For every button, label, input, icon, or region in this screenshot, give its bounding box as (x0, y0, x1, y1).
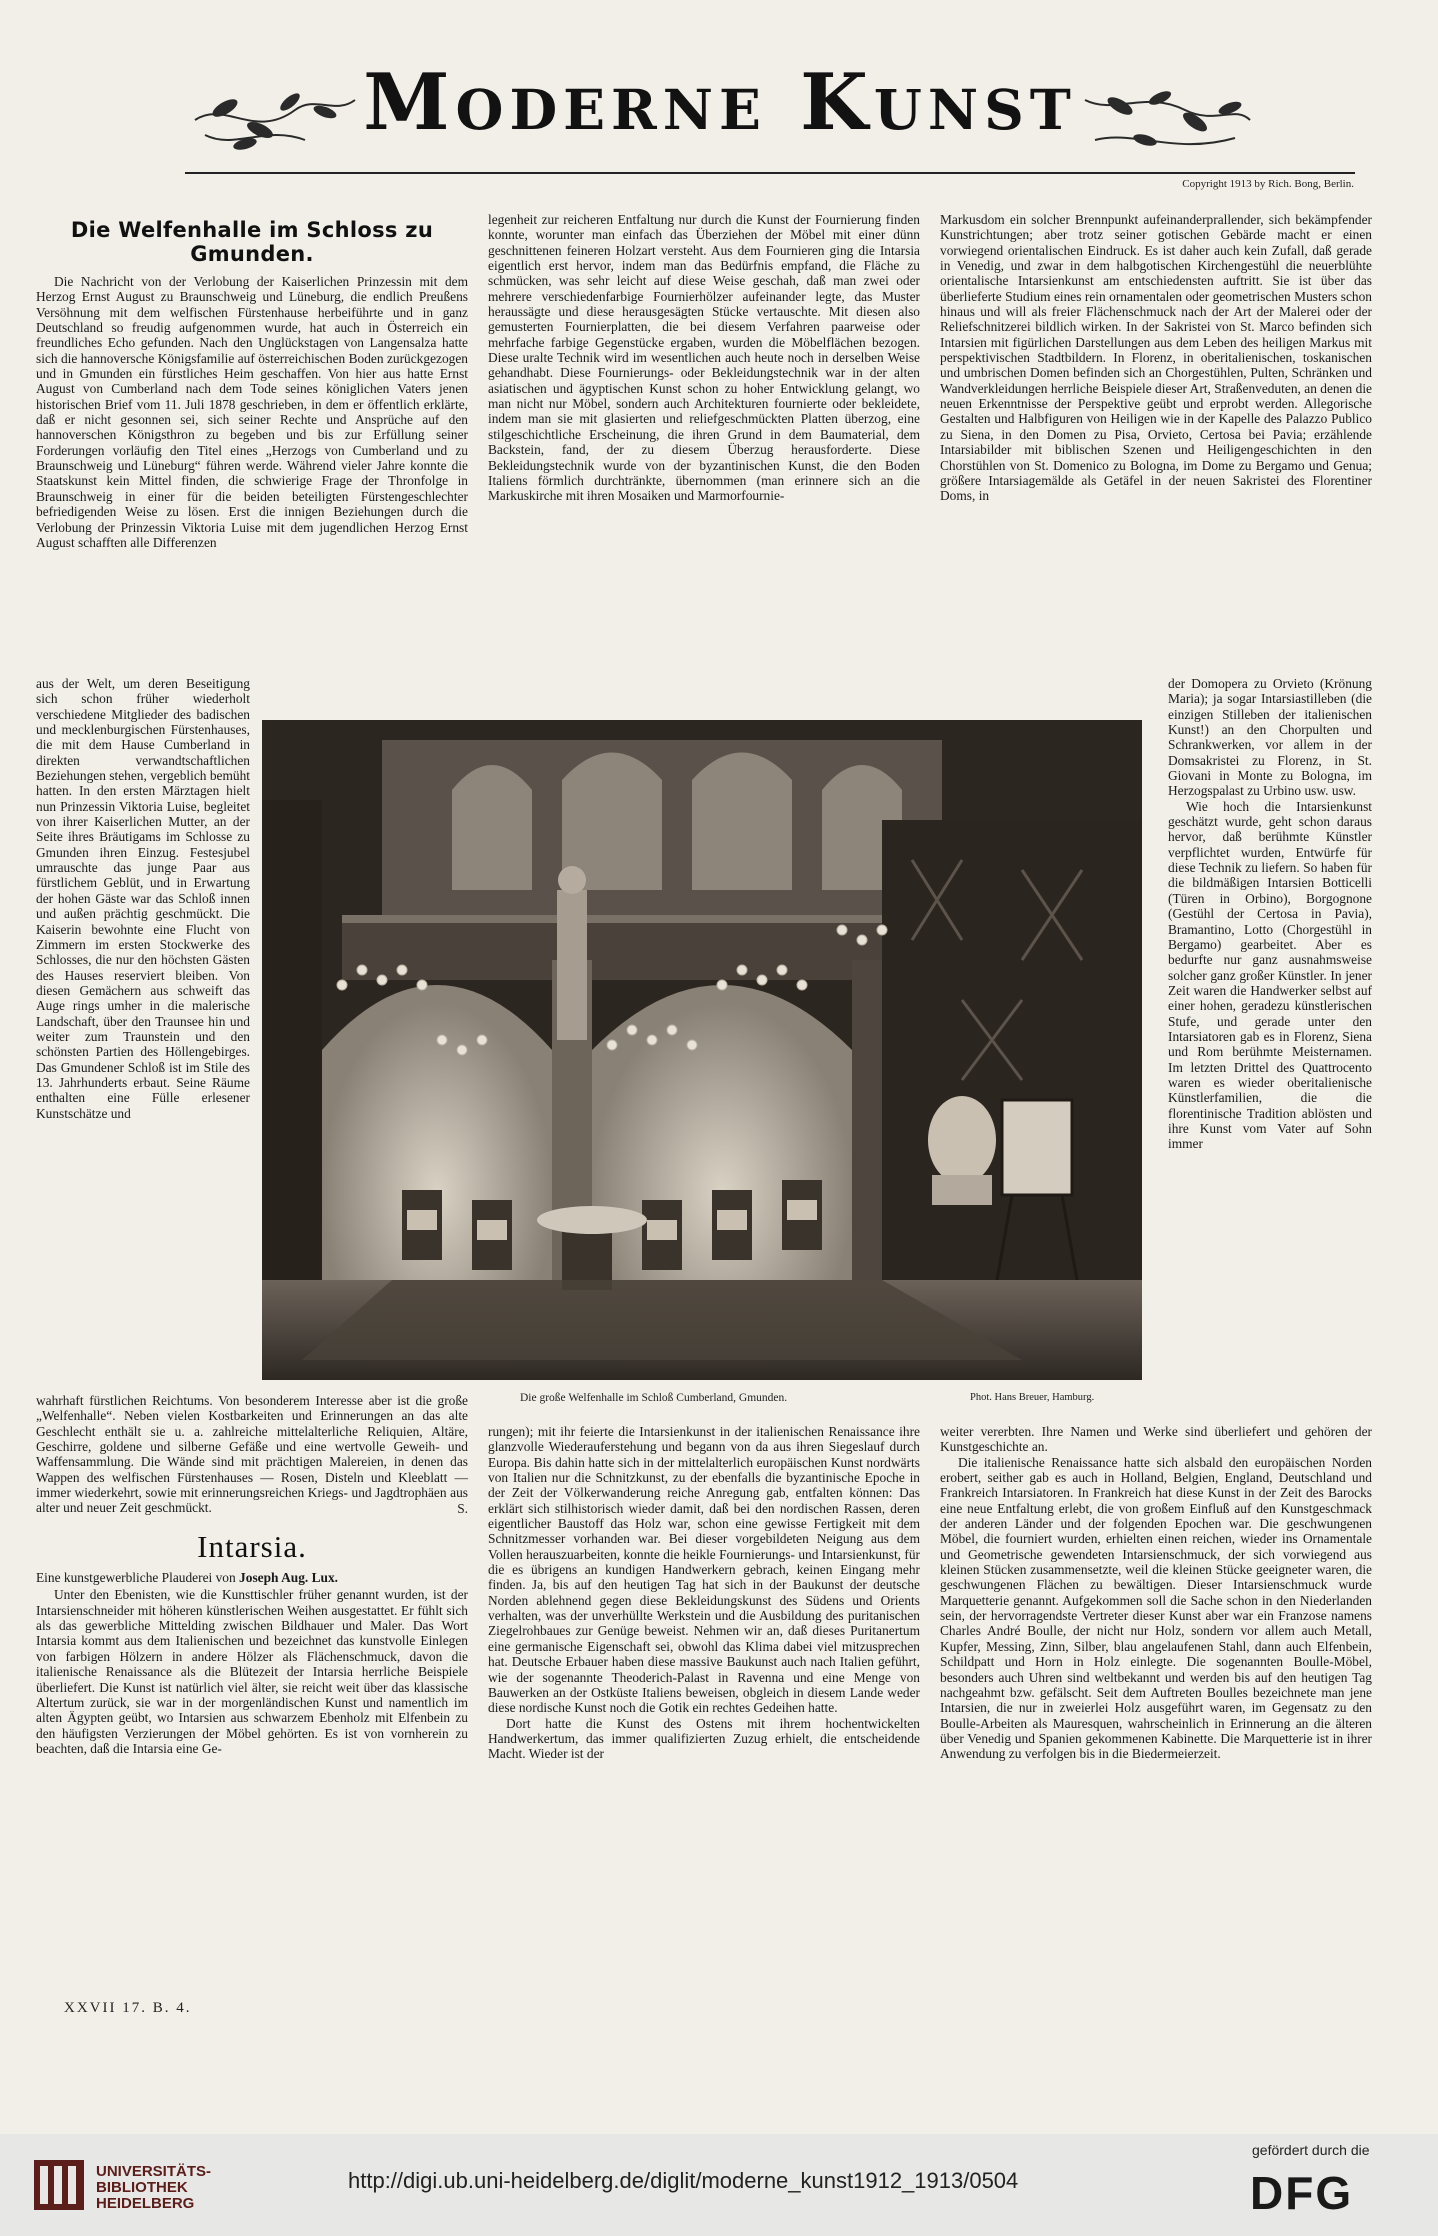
column-1-top (36, 218, 468, 550)
article-title-intarsia: Intarsia. (197, 1529, 307, 1565)
article-paragraph: wahrhaft fürstlichen Reichtums. Von besonderem Interesse aber ist die große „Welfenhalle“. Neben vielen Kostbarkeiten und Erinnerungen an das alte Geschlecht enthält sie u. a. zahlreiche mittelalterliche Reliquien, Altäre, Geschirre, goldene und silberne Gefäße und eine wertvolle Geweih- und Waffensammlung. Die Wände sind mit prächtigen Malereien, in denen das Wappen des welfischen Fürstenhauses — Rosen, Disteln und Kleeblatt — immer wiederkehrt, sowie mit erinnerungsreichen Kriegs- und Jagdtrophäen aus alter und neuer Zeit geschmückt. (36, 1393, 468, 1516)
article-paragraph: Markusdom ein solcher Brennpunkt aufeinanderprallender, sich bekämpfender Kunstrichtungen; aber trotz seiner gotischen Gebärde macht er einen vorwiegend orientalischen Eindruck. Es ist daher auch kein Zufall, daß gerade in Venedig, und zwar in dem halbgotischen Kirchengestühl die neuerblühte orientalische Intarsienkunst am entschiedensten auftritt. Sie ist über das überlieferte Studium eines rein ornamentalen oder geometrischen Musters schon hinaus und will als freier Flächenschmuck nach der Art der Malerei oder der Reliefschnitzerei bildlich wirken. In der Sakristei von St. Marco befinden sich Intarsien mit figürlichen Darstellungen aus dem Leben des heiligen Markus mit perspektivischen Stadtbildern. In Florenz, in oberitalienischen, toskanischen und umbrischen Domen befinden sich an Chorgestühlen, Pulten, Schränken und Wandverkleidungen herrliche Beispiele dieser Art, Straßenveduten, an denen die neuen Erkenntnisse der Perspektive geübt und erprobt werden. Allegorische Gestalten und Halbfiguren von Heiligen wie in der Kapelle des Palazzo Publico zu Siena, in den Domen zu Pisa, Orvieto, Certosa bei Pavia; erzählende Intarsiabilder mit biblischen Szenen und Heiligengeschichten in den Chorstühlen von St. Domenico zu Bologna, im Dome zu Bergamo und Genua; größere Intarsiagemälde als Getäfel in der neuen Sakristei des Florentiner Doms, in (940, 212, 1372, 504)
article-paragraph: Dort hatte die Kunst des Ostens mit ihrem hochentwickelten Handwerkertum, das immer qualifizierten Zuzug erhielt, die entscheidende Macht. Wieder ist der (488, 1715, 920, 1762)
article-paragraph: weiter vererbten. Ihre Namen und Werke sind überliefert und gehören der Kunstgeschichte an. (940, 1424, 1372, 1455)
funded-by-label: gefördert durch die (1252, 2142, 1370, 2158)
author-name: Joseph Aug. Lux. (239, 1570, 339, 1586)
column-1-side (36, 676, 250, 1121)
university-library-name: UNIVERSITÄTS- BIBLIOTHEK HEIDELBERG (96, 2163, 212, 2212)
dfg-logo: DFG (1250, 2167, 1354, 2219)
column-2-top (488, 212, 920, 504)
column-3-bottom (940, 1424, 1372, 1762)
copyright-notice: Copyright 1913 by Rich. Bong, Berlin. (1182, 178, 1354, 190)
masthead (185, 40, 1255, 175)
digitization-footer (0, 2134, 1438, 2236)
masthead-title: Moderne Kunst (363, 57, 1077, 148)
article-title-welfenhalle: Die Welfenhalle im Schloss zu Gmunden. (70, 218, 434, 266)
article-paragraph: legenheit zur reicheren Entfaltung nur durch die Kunst der Fournierung finden konnte, worunter man einfach das Überziehen der Möbel mit einer dünn geschnittenen feineren Holzart versteht. Aus dem Fournieren ging die Intarsia eigentlich erst hervor, indem man das Bedürfnis empfand, die Fläche zu schmücken, was sehr leicht auf diese Weise geschah, daß man zwei oder mehrere verschiedenfarbige Fournierhölzer aufeinander legte, das Muster heraussägte und diese herausgesägten Stücke vertauschte. Mit diesen also gemusterten Fournierplatten, die bei diesem Verfahren paarweise oder mehrfache farbige Gegenstücke ergaben, wurden die Möbelflächen bezogen. Diese uralte Technik wird im wesentlichen auch heute noch in derselben Weise gehandhabt. Diese Fournierungs- oder Bekleidungstechnik war in der alten asiatischen und ägyptischen Kunst schon zu hoher Entwicklung gelangt, wo man nicht nur Möbel, sondern auch Architekturen fournierte oder bekleidete, indem man sie mit glasierten und reliefgeschmückten Platten überzog, eine stilgeschichtliche Erscheinung, die ihren Grund in dem Baumaterial, dem Backstein, fand, der zu diesem Überzug herausforderte. Diese Bekleidungstechnik wurde von der byzantinischen Kunst, die den Boden Italiens förmlich durchtränkte, übernommen (man erinnere sich an die Markuskirche mit ihren Mosaiken und Marmorfournie- (488, 212, 920, 504)
article-paragraph: aus der Welt, um deren Beseitigung sich schon früher wiederholt verschiedene Mitglieder des badischen und mecklenburgischen Fürstenhauses, die mit dem Hause Cumberland in direkten verwandtschaftlichen Beziehungen stehen, vergeblich bemüht hatten. In den ersten Märztagen hielt nun Prinzessin Viktoria Luise, begleitet von ihrer Kaiserlichen Mutter, an der Seite ihres Bräutigams im Schlosse zu Gmunden ihren Einzug. Festesjubel umrauschte das junge Paar aus fürstlichem Geblüt, und in Erwartung der hohen Gäste war das Schloß innen und außen prächtig geschmückt. Die Kaiserin bewohnte eine Flucht von Zimmern im ersten Stockwerke des Schlosses, die nur den höchsten Gästen des Hauses reserviert bleiben. Von diesen Gemächern aus schweift das Auge rings umher in die malerische Landschaft, über den Traunsee hin und weiter zum Traunstein und den schönsten Partien des Höllengebirges. Das Gmundener Schloß ist im Stile des 13. Jahrhunderts erbaut. Seine Räume enthalten eine Fülle erlesener Kunstschätze und (36, 676, 250, 1121)
masthead-rule (185, 172, 1355, 174)
article-byline (36, 1570, 468, 1585)
article-paragraph: der Domopera zu Orvieto (Krönung Maria); ja sogar Intarsiastilleben (die einzigen Stilleben der italienischen Kunst!) an den Chorpulten und Schrankwerken, vor allem in der Domsakristei zu Florenz, in St. Giovani in Monte zu Bologna, im Herzogspalast zu Urbino usw. usw. (1168, 676, 1372, 799)
photo-caption: Die große Welfenhalle im Schloß Cumberland, Gmunden. (520, 1392, 788, 1404)
column-2-bottom (488, 1424, 920, 1762)
column-3-side (1168, 676, 1372, 1152)
article-paragraph: Die Nachricht von der Verlobung der Kaiserlichen Prinzessin mit dem Herzog Ernst August zu Braunschweig und Lüneburg, die endlich Preußens Versöhnung mit dem welfischen Fürstenhause herbeiführte und in ganz Deutschland so freudig aufgenommen wurde, hat auch in Österreich ein freundliches Echo gefunden. Nach den Unglückstagen von Langensalza hatte sich die hannoversche Königsfamilie auf österreichischen Boden zurückgezogen und in Gmunden ein fürstliches Heim geschaffen. Von hier aus hatte Ernst August von Cumberland nach dem Tode seines königlichen Vaters jenen historischen Brief vom 11. Juli 1878 geschrieben, in dem er öffentlich erklärte, daß er nicht gesonnen sei, sich seiner Rechte und Ansprüche auf den hannoverschen Königsthron zu begeben und bis zur Erfüllung seiner Forderungen vorläufig den Titel eines „Herzogs von Cumberland und zu Braunschweig und Lüneburg“ führen werde. Während vieler Jahre konnte die Staatskunst kein Mittel finden, die schwierige Frage der Thronfolge in Braunschweig in einer für die beiden beteiligten Fürstengeschlechter befriedigenden Weise zu lösen. Erst die innigen Beziehungen durch die Verlobung der Prinzessin Viktoria Luise mit dem jugendlichen Herzog Ernst August schafften alle Differenzen (36, 274, 468, 550)
article-paragraph: rungen); mit ihr feierte die Intarsienkunst in der italienischen Renaissance ihre glanzvolle Wiederauferstehung und begann von da aus ihren Siegeslauf durch Europa. Bis dahin hatte sich in der mittelalterlich europäischen Kunst nordwärts von Italien nur die Schnitzkunst, zu der ebenfalls die byzantinische Epoche in der Zeit der Völkerwanderung reiche Anregung gab, entfalten können: Das erklärt sich stilhistorisch wieder damit, daß bei den nordischen Rassen, deren eigentlicher Baustoff das Holz war, schon eine gewisse Fertigkeit mit dem Schnitzmesser vorhanden war. Bei dieser vorgebildeten Neigung aus dem Vollen herauszuarbeiten, konnte die heikle Fournierungs- und Intarsienkunst, für die es übrigens an kundigen Handwerkern gebrach, keinen Eingang mehr finden. Ja, bis auf den heutigen Tag hat sich in der Baukunst der deutsche Norden ablehnend gegen diese Bekleidungskunst des Südens und Orients verhalten, was der unverhüllte Werkstein und die Ausbildung des puritanischen Ziegelrohbaues zur Genüge beweist. Nehmen wir an, daß dieses Puritanertum eine germanische Eigenschaft sei, obwohl das Klima dabei viel mitzusprechen hat. Deutsche Erbauer haben diese massive Baukunst auch nach Italien geführt, wie der sogenannte Theoderich-Palast in Ravenna und eine Menge von Bauwerken an der Ostküste Italiens beweisen, obgleich in diesem Lande weder diese nordische Kunst noch die Gotik ein rechtes Gedeihen hatte. (488, 1424, 920, 1716)
hall-photograph (262, 720, 1142, 1380)
source-url-link[interactable]: http://digi.ub.uni-heidelberg.de/diglit/moderne_kunst1912_1913/0504 (348, 2168, 1019, 2193)
column-3-top (940, 212, 1372, 504)
byline-prefix: Eine kunstgewerbliche Plauderei von (36, 1570, 236, 1586)
column-1-bottom (36, 1393, 468, 1756)
page-signature: XXVII 17. B. 4. (64, 2000, 192, 2016)
article-paragraph: Wie hoch die Intarsienkunst geschätzt wurde, geht schon daraus hervor, daß berühmte Künstler verpflichtet wurden, Entwürfe für diese Technik zu liefern. So haben für die bildmäßigen Intarsien Botticelli (Türen in Orbino), Borgognone (Gestühl der Certosa in Pavia), Bramantino, Lotto (Chorgestühl in Bergamo) gearbeitet. Aber es bedurfte nur ganz ausnahmsweise solcher ganz großer Künstler. In jener Zeit waren die Handwerker selbst auf einer hohen, geradezu künstlerischen Stufe, und gerade unter den Intarsiatoren gab es in Florenz, Siena und Rom berühmte Meisternamen. Im letzten Drittel des Quattrocento waren es wieder oberitalienische Künstlerfamilien, die die florentinische Tradition ablösten und ihre Kunst vom Vater auf Sohn immer (1168, 798, 1372, 1152)
article-paragraph: Unter den Ebenisten, wie die Kunsttischler früher genannt wurden, ist der Intarsienschneider mit höheren künstlerischen Weihen ausgestattet. Er fühlt sich als das gewerbliche Mittelding zwischen Bildhauer und Maler. Das Wort Intarsia kommt aus dem Italienischen und bezeichnet das kunstvolle Einlegen von farbigen Hölzern in andere Hölzer als Flächenschmuck, davon die italienische Renaissance als die Blütezeit der Intarsia herrliche Beispiele überliefert. Die Kunst ist natürlich viel älter, sie reicht weit über das klassische Altertum zurück, sie war in der morgenländischen Kunst und namentlich im alten Ägypten geübt, wo Intarsien aus schwarzem Ebenholz mit Elfenbein zu den häufigsten Verzierungen der Möbel gehörten. Es ist von vornherein zu beachten, daß die Intarsia eine Ge- (36, 1587, 468, 1756)
hall-photograph-illustration (262, 720, 1142, 1380)
photo-credit: Phot. Hans Breuer, Hamburg. (970, 1392, 1095, 1403)
university-library-logo-icon (30, 2154, 88, 2214)
article-signature: S. (457, 1500, 468, 1516)
article-paragraph: Die italienische Renaissance hatte sich alsbald den europäischen Norden erobert, seither gab es auch in Holland, Belgien, England, Deutschland und Frankreich Intarsiatoren. In Frankreich hat diese Kunst in der Zeit des Barocks eine neue Entfaltung erlebt, die von großem Einfluß auf den Kunstgeschmack der anderen Länder und der folgenden Epochen war. Die geschwungenen Möbel, die fourniert wurden, erhielten einen reichen, wieder ins Ornamentale und Geometrische gewendeten Intarsienschmuck, der sich vorwiegend aus kleinen Stücken zusammensetzte, weil die kleinen Stücke geeigneter waren, die geschwungenen Flächen zu bewältigen. Dieser Intarsienschmuck wurde Marquetterie genannt. Aufgekommen soll die Sache schon in den Niederlanden sein, der hervorragendste Vertreter dieser Kunst aber war ein Franzose namens Charles André Boulle, der nicht nur Holz, sondern vor allem auch Metall, Kupfer, Messing, Zinn, Silber, blau angelaufenen Stahl, dann auch Elfenbein, Schildpatt und Horn in Holz einlegte. Die sogenannten Boulle-Möbel, besonders auch Uhren sind weltbekannt und werden bis auf den heutigen Tag nachgeahmt bzw. gefälscht. Seit dem Auftreten Boulles bezeichnete man jene Intarsien, die nur in zweierlei Holz ausgeführt waren, im Gegensatz zu den Boulle-Arbeiten als Mauresquen, wahrscheinlich in Erinnerung an die älteren über Venedig und Spanien gekommenen Kabinette. Die Marquetterie ist in ihrer Anwendung zu verfolgen bis in die Biedermeierzeit. (940, 1454, 1372, 1762)
